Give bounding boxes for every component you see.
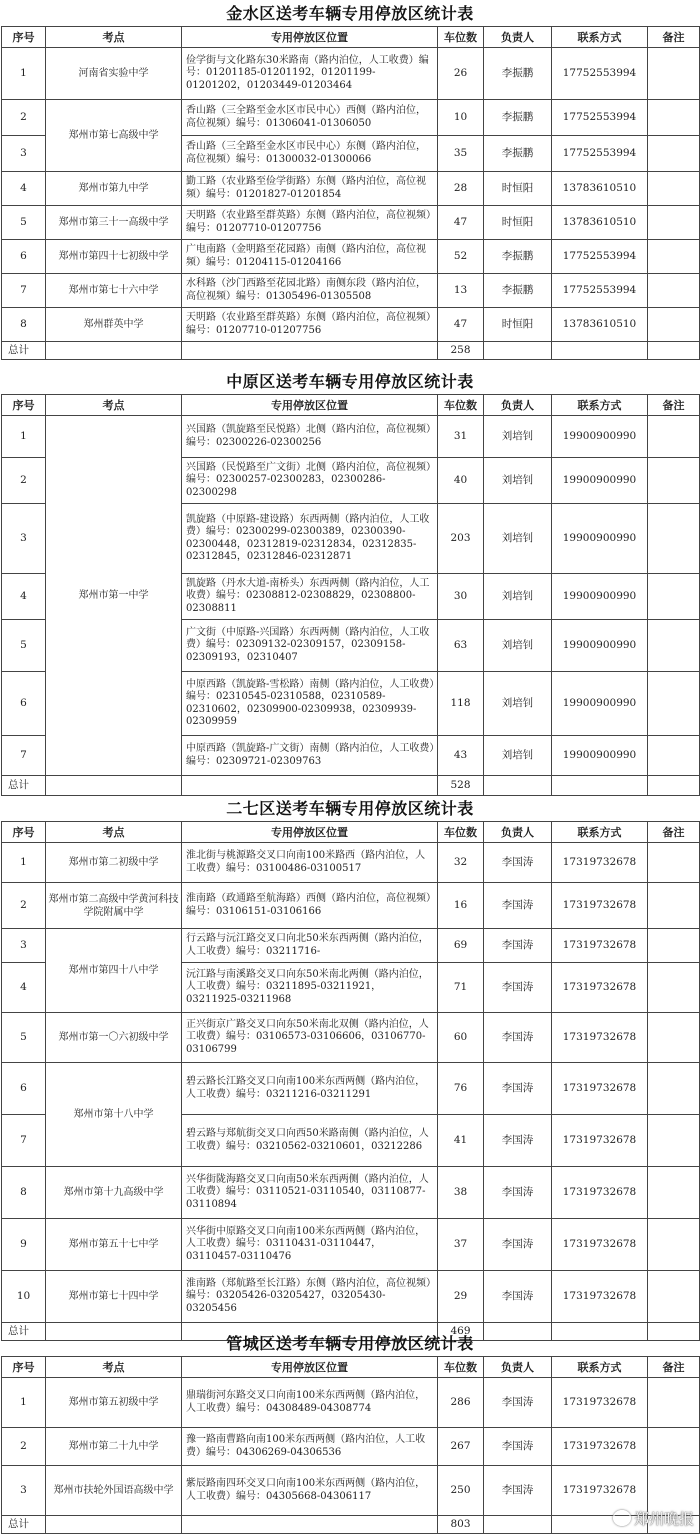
header-exam-site: 考点 bbox=[46, 395, 182, 416]
person-in-charge: 时恒阳 bbox=[484, 172, 552, 206]
remark-cell bbox=[648, 1013, 700, 1063]
exam-site: 郑州市第五十七中学 bbox=[46, 1219, 182, 1271]
table-row bbox=[2, 1466, 700, 1516]
remark-cell bbox=[648, 136, 700, 172]
exam-site: 郑州市第十八中学 bbox=[46, 1063, 182, 1167]
space-count: 38 bbox=[438, 1167, 484, 1219]
remark-cell bbox=[648, 843, 700, 883]
parking-location: 碧云路与郑航街交叉口向西50米路南侧（路内泊位，人工收费）编号：03210562-03210601，03212286 bbox=[182, 1115, 438, 1167]
phone-number: 19900900990 bbox=[552, 504, 648, 574]
remark-cell bbox=[648, 963, 700, 1013]
header-row bbox=[2, 1357, 700, 1378]
person-in-charge: 李振鹏 bbox=[484, 240, 552, 274]
space-count: 41 bbox=[438, 1115, 484, 1167]
remark-cell bbox=[648, 308, 700, 342]
header-spaces: 车位数 bbox=[438, 1357, 484, 1378]
person-in-charge: 李国涛 bbox=[484, 843, 552, 883]
phone-number: 17319732678 bbox=[552, 1063, 648, 1115]
stats-table bbox=[1, 1356, 700, 1534]
table-row bbox=[2, 416, 700, 458]
remark-cell bbox=[648, 574, 700, 620]
parking-location: 水科路（沙门西路至花园北路）南侧东段（路内泊位，高位视频）编号：01305496-01305508 bbox=[182, 274, 438, 308]
space-count: 26 bbox=[438, 48, 484, 100]
total-label: 总计 bbox=[2, 1323, 46, 1341]
row-no: 3 bbox=[2, 1466, 46, 1516]
phone-number: 17319732678 bbox=[552, 929, 648, 963]
exam-site: 郑州市第二十九中学 bbox=[46, 1428, 182, 1466]
weibo-logo-icon bbox=[613, 1510, 631, 1526]
person-in-charge: 刘培钊 bbox=[484, 620, 552, 672]
remark-cell bbox=[648, 100, 700, 136]
table-row bbox=[2, 843, 700, 883]
watermark bbox=[613, 1508, 694, 1529]
exam-site: 郑州群英中学 bbox=[46, 308, 182, 342]
section-zhongyuan bbox=[0, 370, 700, 796]
space-count: 250 bbox=[438, 1466, 484, 1516]
table-row bbox=[2, 1428, 700, 1466]
header-no: 序号 bbox=[2, 395, 46, 416]
remark-cell bbox=[648, 736, 700, 776]
stats-table bbox=[1, 821, 700, 1341]
header-person: 负责人 bbox=[484, 27, 552, 48]
person-in-charge: 李振鹏 bbox=[484, 136, 552, 172]
row-no: 3 bbox=[2, 136, 46, 172]
header-row bbox=[2, 822, 700, 843]
header-remark: 备注 bbox=[648, 395, 700, 416]
parking-location: 勤工路（农业路至俭学街路）东侧（路内泊位，高位视频）编号：01201827-01201854 bbox=[182, 172, 438, 206]
table-row bbox=[2, 274, 700, 308]
header-no: 序号 bbox=[2, 1357, 46, 1378]
blank-cell bbox=[552, 776, 648, 796]
header-spaces: 车位数 bbox=[438, 27, 484, 48]
table-row bbox=[2, 929, 700, 963]
person-in-charge: 刘培钊 bbox=[484, 574, 552, 620]
person-in-charge: 李国涛 bbox=[484, 1378, 552, 1428]
space-count: 267 bbox=[438, 1428, 484, 1466]
person-in-charge: 李国涛 bbox=[484, 1167, 552, 1219]
person-in-charge: 刘培钊 bbox=[484, 736, 552, 776]
parking-location: 兴国路（民悦路至广文街）北侧（路内泊位，高位视频）编号：02300257-02300283，02300286-02300298 bbox=[182, 458, 438, 504]
row-no: 6 bbox=[2, 240, 46, 274]
exam-site: 河南省实验中学 bbox=[46, 48, 182, 100]
exam-site: 郑州市第一中学 bbox=[46, 416, 182, 776]
phone-number: 19900900990 bbox=[552, 620, 648, 672]
phone-number: 17319732678 bbox=[552, 1428, 648, 1466]
phone-number: 17319732678 bbox=[552, 963, 648, 1013]
space-count: 30 bbox=[438, 574, 484, 620]
space-count: 60 bbox=[438, 1013, 484, 1063]
remark-cell bbox=[648, 274, 700, 308]
total-label: 总计 bbox=[2, 342, 46, 360]
exam-site: 郑州市第一〇六初级中学 bbox=[46, 1013, 182, 1063]
remark-cell bbox=[648, 504, 700, 574]
space-count: 40 bbox=[438, 458, 484, 504]
table-row bbox=[2, 206, 700, 240]
parking-location: 香山路（三全路至金水区市民中心）东侧（路内泊位，高位视频）编号：01300032-01300066 bbox=[182, 136, 438, 172]
person-in-charge: 李国涛 bbox=[484, 1063, 552, 1115]
person-in-charge: 李国涛 bbox=[484, 1115, 552, 1167]
phone-number: 13783610510 bbox=[552, 206, 648, 240]
row-no: 10 bbox=[2, 1271, 46, 1323]
space-count: 69 bbox=[438, 929, 484, 963]
space-count: 13 bbox=[438, 274, 484, 308]
parking-location: 广电南路（金明路至花园路）南侧（路内泊位，高位视频）编号：01204115-01204166 bbox=[182, 240, 438, 274]
blank-cell bbox=[648, 776, 700, 796]
exam-site: 郑州市第九中学 bbox=[46, 172, 182, 206]
row-no: 8 bbox=[2, 308, 46, 342]
space-count: 37 bbox=[438, 1219, 484, 1271]
table-row bbox=[2, 1063, 700, 1115]
exam-site: 郑州市第四十七初级中学 bbox=[46, 240, 182, 274]
remark-cell bbox=[648, 1378, 700, 1428]
space-count: 76 bbox=[438, 1063, 484, 1115]
section-title: 管城区送考车辆专用停放区统计表 bbox=[226, 1334, 474, 1353]
space-count: 35 bbox=[438, 136, 484, 172]
row-no: 2 bbox=[2, 1428, 46, 1466]
parking-location: 鼎瑞街河东路交叉口向南100米东西两侧（路内泊位，人工收费）编号：04308489-04308774 bbox=[182, 1378, 438, 1428]
space-count: 43 bbox=[438, 736, 484, 776]
person-in-charge: 时恒阳 bbox=[484, 206, 552, 240]
total-label: 总计 bbox=[2, 776, 46, 796]
section-guancheng bbox=[0, 1332, 700, 1534]
total-spaces: 803 bbox=[438, 1516, 484, 1534]
phone-number: 17319732678 bbox=[552, 1271, 648, 1323]
row-no: 6 bbox=[2, 672, 46, 736]
person-in-charge: 李国涛 bbox=[484, 1466, 552, 1516]
phone-number: 17319732678 bbox=[552, 843, 648, 883]
parking-location: 豫一路南曹路向南100米东西两侧（路内泊位，人工收费）编号：04306269-04306536 bbox=[182, 1428, 438, 1466]
row-no: 8 bbox=[2, 1167, 46, 1219]
row-no: 7 bbox=[2, 274, 46, 308]
total-row bbox=[2, 342, 700, 360]
space-count: 63 bbox=[438, 620, 484, 672]
remark-cell bbox=[648, 458, 700, 504]
remark-cell bbox=[648, 1271, 700, 1323]
header-remark: 备注 bbox=[648, 822, 700, 843]
row-no: 3 bbox=[2, 504, 46, 574]
person-in-charge: 李国涛 bbox=[484, 883, 552, 929]
remark-cell bbox=[648, 206, 700, 240]
header-phone: 联系方式 bbox=[552, 395, 648, 416]
header-row bbox=[2, 27, 700, 48]
exam-site: 郑州市第七十四中学 bbox=[46, 1271, 182, 1323]
header-exam-site: 考点 bbox=[46, 822, 182, 843]
parking-location: 中原西路（凯旋路-广文街）南侧（路内泊位，人工收费）编号：02309721-02309763 bbox=[182, 736, 438, 776]
table-row bbox=[2, 172, 700, 206]
person-in-charge: 李国涛 bbox=[484, 1013, 552, 1063]
blank-cell bbox=[484, 342, 552, 360]
header-location: 专用停放区位置 bbox=[182, 822, 438, 843]
parking-location: 淮南路（郑航路至长江路）东侧（路内泊位，高位视频）编号：03205426-03205427，03205430-03205456 bbox=[182, 1271, 438, 1323]
row-no: 2 bbox=[2, 458, 46, 504]
person-in-charge: 李国涛 bbox=[484, 1428, 552, 1466]
blank-cell bbox=[484, 776, 552, 796]
phone-number: 17319732678 bbox=[552, 1219, 648, 1271]
phone-number: 19900900990 bbox=[552, 736, 648, 776]
row-no: 6 bbox=[2, 1063, 46, 1115]
phone-number: 17319732678 bbox=[552, 1115, 648, 1167]
phone-number: 19900900990 bbox=[552, 458, 648, 504]
parking-location: 淮北街与桃源路交叉口向南100米路西（路内泊位，人工收费）编号：03100486-03100517 bbox=[182, 843, 438, 883]
phone-number: 17319732678 bbox=[552, 1378, 648, 1428]
parking-location: 凯旋路（中原路-建设路）东西两侧（路内泊位，人工收费）编号：02300299-02300389，02300390-02300448，02312819-02312834，02312835-02312845，02312846-02312871 bbox=[182, 504, 438, 574]
phone-number: 17319732678 bbox=[552, 1466, 648, 1516]
total-spaces: 469 bbox=[438, 1323, 484, 1341]
space-count: 16 bbox=[438, 883, 484, 929]
section-jinshui bbox=[0, 2, 700, 360]
section-title: 中原区送考车辆专用停放区统计表 bbox=[226, 372, 474, 391]
header-spaces: 车位数 bbox=[438, 395, 484, 416]
row-no: 5 bbox=[2, 206, 46, 240]
person-in-charge: 李国涛 bbox=[484, 963, 552, 1013]
header-phone: 联系方式 bbox=[552, 1357, 648, 1378]
remark-cell bbox=[648, 620, 700, 672]
header-location: 专用停放区位置 bbox=[182, 395, 438, 416]
person-in-charge: 李振鹏 bbox=[484, 48, 552, 100]
row-no: 1 bbox=[2, 416, 46, 458]
space-count: 47 bbox=[438, 308, 484, 342]
blank-cell bbox=[552, 342, 648, 360]
row-no: 5 bbox=[2, 620, 46, 672]
space-count: 10 bbox=[438, 100, 484, 136]
phone-number: 13783610510 bbox=[552, 308, 648, 342]
row-no: 7 bbox=[2, 736, 46, 776]
person-in-charge: 李国涛 bbox=[484, 1219, 552, 1271]
row-no: 2 bbox=[2, 100, 46, 136]
header-exam-site: 考点 bbox=[46, 1357, 182, 1378]
parking-location: 行云路与沅江路交叉口向北50米东西两侧（路内泊位，人工收费）编号：03211716- bbox=[182, 929, 438, 963]
parking-location: 凯旋路（丹水大道-南桥头）东西两侧（路内泊位，人工收费）编号：02308812-02308829，02308800-02308811 bbox=[182, 574, 438, 620]
parking-location: 正兴街京广路交叉口向东50米南北双侧（路内泊位，人工收费）编号：03106573-03106606，03106770-03106799 bbox=[182, 1013, 438, 1063]
blank-cell bbox=[484, 1516, 552, 1534]
phone-number: 17319732678 bbox=[552, 1167, 648, 1219]
table-row bbox=[2, 100, 700, 136]
exam-site: 郑州市第五初级中学 bbox=[46, 1378, 182, 1428]
blank-cell bbox=[46, 1516, 182, 1534]
parking-location: 中原西路（凯旋路-雪松路）南侧（路内泊位，人工收费）编号：02310545-02310588，02310589-02310602，02309900-02309938，02309939-02309959 bbox=[182, 672, 438, 736]
person-in-charge: 刘培钊 bbox=[484, 672, 552, 736]
parking-location: 天明路（农业路至群英路）东侧（路内泊位，高位视频）编号：01207710-01207756 bbox=[182, 308, 438, 342]
remark-cell bbox=[648, 1115, 700, 1167]
row-no: 2 bbox=[2, 883, 46, 929]
exam-site: 郑州市第七高级中学 bbox=[46, 100, 182, 172]
header-person: 负责人 bbox=[484, 1357, 552, 1378]
header-location: 专用停放区位置 bbox=[182, 27, 438, 48]
blank-cell bbox=[182, 1516, 438, 1534]
total-row bbox=[2, 776, 700, 796]
exam-site: 郑州市第七十六中学 bbox=[46, 274, 182, 308]
header-remark: 备注 bbox=[648, 1357, 700, 1378]
parking-location: 兴华街中原路交叉口向南100米东西两侧（路内泊位，人工收费）编号：03110431-03110447，03110457-03110476 bbox=[182, 1219, 438, 1271]
header-person: 负责人 bbox=[484, 395, 552, 416]
row-no: 4 bbox=[2, 963, 46, 1013]
parking-location: 兴华街陇海路交叉口向南50米东西两侧（路内泊位，人工收费）编号：03110521-03110540，03110877-03110894 bbox=[182, 1167, 438, 1219]
table-row bbox=[2, 240, 700, 274]
space-count: 32 bbox=[438, 843, 484, 883]
total-spaces: 528 bbox=[438, 776, 484, 796]
exam-site: 郑州市第十九高级中学 bbox=[46, 1167, 182, 1219]
blank-cell bbox=[46, 776, 182, 796]
table-row bbox=[2, 308, 700, 342]
blank-cell bbox=[46, 342, 182, 360]
row-no: 7 bbox=[2, 1115, 46, 1167]
parking-location: 天明路（农业路至群英路）东侧（路内泊位，高位视频）编号：01207710-01207756 bbox=[182, 206, 438, 240]
section-erqi bbox=[0, 797, 700, 1341]
table-row bbox=[2, 1271, 700, 1323]
phone-number: 19900900990 bbox=[552, 574, 648, 620]
remark-cell bbox=[648, 240, 700, 274]
total-label: 总计 bbox=[2, 1516, 46, 1534]
parking-location: 广文街（中原路-兴国路）东西两侧（路内泊位，人工收费）编号：02309132-02309157，02309158-02309193，02310407 bbox=[182, 620, 438, 672]
table-row bbox=[2, 1167, 700, 1219]
blank-cell bbox=[182, 776, 438, 796]
table-row bbox=[2, 1219, 700, 1271]
header-person: 负责人 bbox=[484, 822, 552, 843]
person-in-charge: 刘培钊 bbox=[484, 416, 552, 458]
remark-cell bbox=[648, 883, 700, 929]
person-in-charge: 李振鹏 bbox=[484, 100, 552, 136]
space-count: 118 bbox=[438, 672, 484, 736]
row-no: 3 bbox=[2, 929, 46, 963]
space-count: 28 bbox=[438, 172, 484, 206]
exam-site: 郑州市第三十一高级中学 bbox=[46, 206, 182, 240]
row-no: 4 bbox=[2, 574, 46, 620]
row-no: 4 bbox=[2, 172, 46, 206]
parking-location: 沅江路与南溪路交叉口向东50米南北两侧（路内泊位，人工收费）编号：03211895-03211921，03211925-03211968 bbox=[182, 963, 438, 1013]
phone-number: 17752553994 bbox=[552, 240, 648, 274]
remark-cell bbox=[648, 416, 700, 458]
phone-number: 13783610510 bbox=[552, 172, 648, 206]
person-in-charge: 刘培钊 bbox=[484, 458, 552, 504]
parking-location: 碧云路长江路交叉口向南100米东西两侧（路内泊位，人工收费）编号：03211216-03211291 bbox=[182, 1063, 438, 1115]
total-row bbox=[2, 1516, 700, 1534]
blank-cell bbox=[648, 342, 700, 360]
phone-number: 17752553994 bbox=[552, 136, 648, 172]
header-no: 序号 bbox=[2, 27, 46, 48]
phone-number: 19900900990 bbox=[552, 416, 648, 458]
remark-cell bbox=[648, 172, 700, 206]
section-title: 二七区送考车辆专用停放区统计表 bbox=[226, 799, 474, 818]
person-in-charge: 李国涛 bbox=[484, 1271, 552, 1323]
watermark-text: 郑州晚报 bbox=[633, 1510, 694, 1528]
exam-site: 郑州市第二高级中学黄河科技学院附属中学 bbox=[46, 883, 182, 929]
space-count: 31 bbox=[438, 416, 484, 458]
person-in-charge: 李振鹏 bbox=[484, 274, 552, 308]
space-count: 52 bbox=[438, 240, 484, 274]
exam-site: 郑州市第二初级中学 bbox=[46, 843, 182, 883]
remark-cell bbox=[648, 1428, 700, 1466]
table-row bbox=[2, 883, 700, 929]
phone-number: 17752553994 bbox=[552, 100, 648, 136]
table-row bbox=[2, 1378, 700, 1428]
parking-location: 兴国路（凯旋路至民悦路）北侧（路内泊位，高位视频）编号：02300226-02300256 bbox=[182, 416, 438, 458]
total-spaces: 258 bbox=[438, 342, 484, 360]
remark-cell bbox=[648, 48, 700, 100]
phone-number: 19900900990 bbox=[552, 672, 648, 736]
row-no: 1 bbox=[2, 843, 46, 883]
header-no: 序号 bbox=[2, 822, 46, 843]
person-in-charge: 刘培钊 bbox=[484, 504, 552, 574]
header-remark: 备注 bbox=[648, 27, 700, 48]
exam-site: 郑州市扶轮外国语高级中学 bbox=[46, 1466, 182, 1516]
row-no: 1 bbox=[2, 48, 46, 100]
parking-location: 紫辰路南四环交叉口向南100米东西两侧（路内泊位，人工收费）编号：04305668-04306117 bbox=[182, 1466, 438, 1516]
remark-cell bbox=[648, 1167, 700, 1219]
parking-location: 俭学街与文化路东30米路南（路内泊位，人工收费）编号：01201185-01201192，01201199-01201202，01203449-01203464 bbox=[182, 48, 438, 100]
parking-location: 淮南路（政通路至航海路）西侧（路内泊位，高位视频）编号：03106151-03106166 bbox=[182, 883, 438, 929]
space-count: 29 bbox=[438, 1271, 484, 1323]
row-no: 9 bbox=[2, 1219, 46, 1271]
remark-cell bbox=[648, 672, 700, 736]
blank-cell bbox=[182, 342, 438, 360]
person-in-charge: 时恒阳 bbox=[484, 308, 552, 342]
exam-site: 郑州市第四十八中学 bbox=[46, 929, 182, 1013]
space-count: 203 bbox=[438, 504, 484, 574]
phone-number: 17319732678 bbox=[552, 1013, 648, 1063]
phone-number: 17319732678 bbox=[552, 883, 648, 929]
row-no: 1 bbox=[2, 1378, 46, 1428]
stats-table bbox=[1, 394, 700, 796]
section-title: 金水区送考车辆专用停放区统计表 bbox=[226, 4, 474, 23]
remark-cell bbox=[648, 929, 700, 963]
table-row bbox=[2, 48, 700, 100]
header-phone: 联系方式 bbox=[552, 27, 648, 48]
parking-location: 香山路（三全路至金水区市民中心）西侧（路内泊位，高位视频）编号：01306041-01306050 bbox=[182, 100, 438, 136]
remark-cell bbox=[648, 1219, 700, 1271]
person-in-charge: 李国涛 bbox=[484, 929, 552, 963]
table-row bbox=[2, 1013, 700, 1063]
phone-number: 17752553994 bbox=[552, 48, 648, 100]
stats-table bbox=[1, 26, 700, 360]
row-no: 5 bbox=[2, 1013, 46, 1063]
header-row bbox=[2, 395, 700, 416]
remark-cell bbox=[648, 1063, 700, 1115]
space-count: 71 bbox=[438, 963, 484, 1013]
space-count: 47 bbox=[438, 206, 484, 240]
header-spaces: 车位数 bbox=[438, 822, 484, 843]
header-phone: 联系方式 bbox=[552, 822, 648, 843]
header-exam-site: 考点 bbox=[46, 27, 182, 48]
phone-number: 17752553994 bbox=[552, 274, 648, 308]
space-count: 286 bbox=[438, 1378, 484, 1428]
header-location: 专用停放区位置 bbox=[182, 1357, 438, 1378]
